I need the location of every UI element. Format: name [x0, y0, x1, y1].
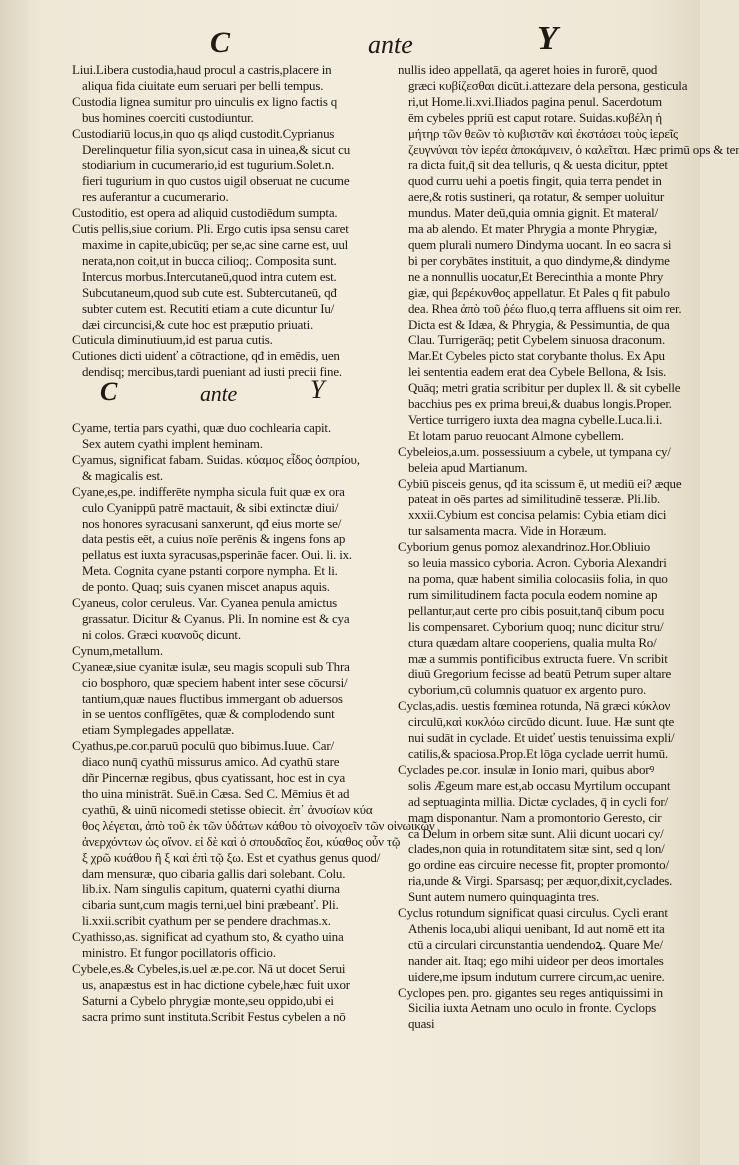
entry-line: circulū,καὶ κυκλόω circūdo dicunt. Iuue. Hæ sunt qte [408, 714, 675, 730]
entry-line: diaco nunq̄ cyathū missurus amico. Ad cyathū stare [82, 754, 340, 770]
entry-line: stodiarium in cucumerario,id est tugurium.Solet.n. [82, 157, 335, 173]
entry-line: cyathū, & uinū nicomedi stetisse obiecit. ἐπ᾽ ἀνυσίων κύα [82, 801, 373, 817]
entry-line: Sicilia iuxta Aetnam uno oculo in fronte. Cyclops [408, 1000, 656, 1016]
dictionary-entry [398, 444, 690, 476]
dictionary-entry [72, 62, 390, 94]
entry-line: Cybeleios,a.um. possessiuum a cybele, ut tympana cy/ [398, 443, 671, 459]
entry-line: dæi circuncisi,& cute hoc est præputio priuati. [82, 316, 314, 332]
entry-line: mam disponantur. Nam a promontorio Geresto, cir [408, 809, 662, 825]
dictionary-entry [398, 62, 739, 444]
entry-line: us, anapæstus est in hac dictione cybele,hæc fuit uxor [82, 976, 350, 992]
entry-line: Cutis pellis,siue corium. Pli. Ergo cutis ipsa sensu caret [72, 221, 349, 237]
entry-line: Cyclus rotundum significat quasi circulus. Cycli erant [398, 905, 668, 921]
dictionary-entry [72, 126, 390, 206]
entry-line: Cybiū pisceis genus, qđ ita scissum ē, ut mediū ei? æque [398, 475, 682, 491]
dictionary-entry [398, 985, 690, 1033]
entry-line: nander ait. Itaq; ego mihi uideor per deos imortales [408, 952, 664, 968]
entry-line: so leuia massico cyboria. Acron. Cyboria Alexandri [408, 555, 667, 571]
dictionary-entry [72, 221, 390, 332]
entry-line: tantium,quæ naues fluctibus immergant ob aduersos [82, 690, 343, 706]
entry-line: pateat in oēs partes ad similitudinē tesseræ. Pli.lib. [408, 491, 661, 507]
entry-line: Cyathisso,as. significat ad cyathum sto, & cyatho uina [72, 929, 344, 945]
entry-line: beleia apud Martianum. [408, 459, 528, 475]
dictionary-entry [72, 738, 435, 929]
entry-line: pellatus est iuxta syracusas,psperināe facer. Oui. li. ix. [82, 547, 352, 563]
entry-line: ξ χρῶ κυάθου ἢ ξ καὶ ἐπὶ τῷ ξω. Est et cyathus genus quod/ [82, 849, 381, 865]
right-column [398, 62, 739, 1032]
entry-line: Sunt autem numero quinquaginta tres. [408, 889, 600, 905]
entry-line: mæ a summis pontificibus extructa fuere. Vn scribit [408, 650, 668, 666]
entry-line: culo Cyanippū patrē mactauit, & sibi extinctæ diui/ [82, 499, 339, 515]
entry-line: xxxii.Cybium est concisa pelamis: Cybia etiam dici [408, 507, 667, 523]
entry-line: θος λέγεται, ἀπὸ τοῦ ἐκ τῶν ὑδάτων κάθου τὸ οἰνοχοεῖν τῶν οἰνωικῶν [82, 817, 435, 833]
entry-line: aere,& rotis sustineri, qa rotatur, & semper uoluitur [408, 189, 665, 205]
dictionary-entry [72, 659, 390, 739]
entry-line: catilis,& spaciosa.Prop.Et lōga cyclade uerrit humū. [408, 745, 668, 761]
entry-line: tur salsamenta macra. Vide in Horæum. [408, 523, 607, 539]
entry-line: tho uina ministrāt. Suē.in Cæsa. Sed C. Mēmius ēt ad [82, 785, 350, 801]
dictionary-entry [398, 476, 690, 540]
dictionary-entry [72, 332, 390, 348]
entry-line: de ponto. Quaq; suis cyanen miscet anapus aquis. [82, 579, 330, 595]
entry-line: Custoditio, est opera ad aliquid custodiēdum sumpta. [72, 205, 338, 221]
entry-line: ne a nonnullis uocatur,Et Berecinthia a monte Phry [408, 268, 664, 284]
entry-line: ria,unde & Virgi. Sparsasq; per æquor,dixit,cyclades. [408, 873, 673, 889]
subhead-letter: Y [310, 375, 325, 405]
entry-line: Cyclopes pen. pro. gigantes seu reges antiquissimi in [398, 984, 663, 1000]
entry-line: nos honores syracusani sanxerunt, qđ eius morte se/ [82, 515, 342, 531]
subhead-initial: C [100, 377, 118, 407]
entry-line: mundus. Mater deū,quia omnia gignit. Et materal/ [408, 205, 658, 221]
subhead-word: ante [200, 381, 238, 407]
entry-line: dñr Pincernæ regibus, qbus cyatissant, hoc est in cya [82, 770, 346, 786]
entry-line: Dicta est & Idæa, & Phrygia, & Pessimuntia, de qua [408, 316, 670, 332]
entry-line: Liui.Libera custodia,haud procul a castris,placere in [72, 62, 332, 77]
entry-line: bacchius pes ex prima breui,& duabus longis.Proper. [408, 396, 672, 412]
entry-line: Quāq; metri gratia scribitur per duplex ll. & sit cybelle [408, 380, 681, 396]
running-head [0, 22, 700, 62]
entry-line: rum similitudinem facta pocula eodem nomine ap [408, 586, 658, 602]
entry-line: Custodiariū locus,in quo qs aliqd custodit.Cyprianus [72, 125, 335, 141]
entry-line: Cyathus,pe.cor.paruū poculū quo bibimus.Iuue. Car/ [72, 738, 334, 754]
entry-line: Derelinquetur filia syon,sicut casa in uinea,& sicut cu [82, 141, 351, 157]
entry-line: Cyclades pe.cor. insulæ in Ionio mari, quibus aborꝰ [398, 761, 655, 777]
entry-line: subter cutem est. Recutiti etiam a cute dicuntur Iu/ [82, 300, 335, 316]
entry-line: Cyaneus, color ceruleus. Var. Cyanea penula amictus [72, 595, 338, 611]
entry-line: ma ab alendo. Et mater Phrygia a monte Phrygiæ, [408, 221, 658, 237]
dictionary-entry [398, 905, 690, 985]
entry-line: nullis ideo appellatā, qa ageret hoies in furorē, quod [398, 62, 658, 77]
dictionary-entry [72, 94, 390, 126]
dictionary-entry [72, 929, 390, 961]
dictionary-entry [72, 643, 390, 659]
entry-line: ri,ut Home.li.xvi.Iliados pagina penul. Sacerdotum [408, 93, 662, 109]
entry-line: fieri tugurium in quo custos uigil obseruat ne cucume [82, 173, 350, 189]
entry-line: Saturni a Cybelo phrygiæ monte,seu oppido,ubi ei [82, 992, 334, 1008]
entry-line: Athenis loca,ubi aliqui uenibant, Id aut nomē ett ita [408, 920, 665, 936]
dictionary-entry [72, 205, 390, 221]
dictionary-entry [72, 420, 390, 452]
dictionary-entry [72, 484, 390, 595]
entry-line: lis compensaret. Cyborium quoq; nunc dicitur stru/ [408, 618, 664, 634]
entry-line: Cyame, tertia pars cyathi, quæ duo cochlearia capit. [72, 420, 331, 436]
entry-line: dam mensuræ, quo cibaria gallis dari solebant. Colu. [82, 865, 346, 881]
entry-line: cyborium,cū columnis quatuor ex argento puro. [408, 682, 647, 698]
dictionary-entry [72, 348, 390, 380]
entry-line: Cynum,metallum. [72, 642, 163, 658]
entry-line: ni colos. Græci κυανοῦς dicunt. [82, 626, 241, 642]
entry-line: nui sudāt in cyclade. Et uideť uestis tenuissima expli/ [408, 730, 675, 746]
entry-line: res auferantur a cucumerario. [82, 189, 229, 205]
entry-line: bi per corybātes instituit, a quo dindyme,& dindyme [408, 252, 670, 268]
entry-line: Cuticula diminutiuum,id est parua cutis. [72, 332, 273, 348]
dictionary-entry [398, 698, 690, 762]
entry-line: ministro. Et fungor pocillatoris officio. [82, 945, 276, 961]
entry-line: diuū Gregorium fecisse ad beatū Petrum super altare [408, 666, 672, 682]
entry-line: maxime in capite,ubicūq; per se,ac sine carne est, uul [82, 236, 349, 252]
entry-line: ctura quædam altare cooperiens, qualia multa Ro/ [408, 634, 657, 650]
dictionary-entry [72, 452, 390, 484]
entry-line: Clau. Turrigerāq; petit Cybelem sinuosa draconum. [408, 332, 666, 348]
entry-line: lib.ix. Nam singulis capitum, quaterni cyathi diurna [82, 881, 340, 897]
entry-line: li.xxii.scribit cyathum per se pendere drachmas.x. [82, 913, 331, 929]
entry-line: in se uentos conflīgētes, quæ & complodendo sunt [82, 706, 335, 722]
entry-line: etiam Symplegades appellatæ. [82, 722, 235, 738]
entry-line: dendisq; mercibus,tardi pueniant ad iusti precii fine. [82, 364, 342, 380]
entry-line: & magicalis est. [82, 467, 163, 483]
entry-line: Cyamus, significat fabam. Suidas. κύαμος εἶδος ὀσπρίου, [72, 451, 360, 467]
entry-line: Cyaneæ,siue cyanitæ isulæ, seu magis scopuli sub Thra [72, 658, 350, 674]
entry-line: quasi [408, 1016, 435, 1032]
entry-line: ēm cybeles ppriū est caput rotare. Suidas.κυβέλη ἡ [408, 109, 662, 125]
entry-line: cio bosphoro, quæ speciem habent inter sese cōcursi/ [82, 674, 348, 690]
entry-line: aliqua fida ciuitate eum seruari per belli tempus. [82, 77, 324, 93]
entry-line: giæ, qui βερέκυνθος appellatur. Et Pales q fit pabulo [408, 284, 670, 300]
entry-line: Vertice turrigero iuxta dea magna cybelle.Luca.li.i. [408, 411, 663, 427]
entry-line: clades,non quia in rotunditatem sitæ sint, sed q lon/ [408, 841, 665, 857]
dictionary-entry [72, 961, 390, 1025]
entry-line: Cyborium genus pomoz alexandrinoz.Hor.Obliuio [398, 539, 651, 555]
entry-line: Mar.Et Cybeles picto stat corybante tholus. Ex Apu [408, 348, 665, 364]
entry-line: Sex autem cyathi implent heminam. [82, 436, 263, 452]
entry-line: Cyclas,adis. uestis fœminea rotunda, Nā græci κύκλον [398, 698, 671, 714]
entry-line: græci κυβίζεσθαι dicūt.i.attezare dela persona, gesticula [408, 77, 688, 93]
left-column-top-entries [72, 62, 390, 380]
entry-line: lei sententia eadem erat dea Cybele Bellona, & Isis. [408, 364, 667, 380]
entry-line: uidere,me ipsum indutum currere circum,ac uenire. [408, 968, 665, 984]
entry-line: Et lotam paruo reuocant Almone cybellem. [408, 427, 624, 443]
entry-line: Cybele,es.& Cybeles,is.uel æ.pe.cor. Nā ut docet Serui [72, 960, 346, 976]
entry-line: ἀνερχόντων ὡς οἴνον. εἰ δὲ καὶ ὁ σπουδαῖος ἔοι, κύαθος οὖν τῷ [82, 833, 401, 849]
entry-line: quod curru uehi a poetis fingit, quia terra pendet in [408, 173, 662, 189]
entry-line: Intercus morbus.Intercutaneū,quod intra cutem est. [82, 268, 337, 284]
entry-line: ctū a circulari circunstantia uendendoꝝ. Quare Me/ [408, 936, 663, 952]
running-head-initial: C [210, 26, 231, 59]
entry-line: pellantur,aut certe pro cibis posuit,tanq̄ cibum pocu [408, 602, 665, 618]
entry-line: Meta. Cognita cyane pstanti corpore nympha. Et li. [82, 563, 338, 579]
running-head-word: ante [368, 30, 413, 59]
entry-line: ad septuaginta millia. Dictæ cyclades, q̄ in cycli for/ [408, 793, 668, 809]
dictionary-entry [398, 539, 690, 698]
entry-line: Subcutaneum,quod sub cute est. Subtercutaneū, qđ [82, 284, 337, 300]
running-head-letter: Y [537, 20, 558, 57]
entry-line: nerata,non coit,ut in bucca cilioq;. Composita sunt. [82, 252, 337, 268]
right-column-entries [398, 62, 739, 1032]
entry-line: ζευγνύναι τὸν ἱερέα ἀποκάμνειν, ὁ καλεῖται. Hæc primū ops & ter [408, 141, 739, 157]
entry-line: Custodia lignea sumitur pro uinculis ex ligno factis q [72, 93, 338, 109]
entry-line: bus homines coerciti custodiuntur. [82, 109, 254, 125]
entry-line: cibaria sunt,cum magis terni,uel bini præbeanť. Pli. [82, 897, 339, 913]
entry-line: ra dicta fuit,q̄ sit dea telluris, q & uesta dicitur, pptet [408, 157, 668, 173]
dictionary-entry [398, 762, 690, 905]
entry-line: sacra primo sunt instituta.Scribit Festus cybelen a nō [82, 1008, 346, 1024]
entry-line: go ordine eas circuire necesse fit, propter promonto/ [408, 857, 669, 873]
section-subhead [72, 375, 390, 416]
dictionary-entry [72, 595, 390, 643]
entry-line: Cutiones dicti uidenť a cōtractione, qđ in emēdis, uen [72, 348, 340, 364]
entry-line: quem plurali numero Dindyma uocant. In eo sacra si [408, 236, 672, 252]
entry-line: data pestis eēt, a cuius noīe perēnis & ingens fons ap [82, 531, 346, 547]
entry-line: na poma, quæ habent similia colocasiis folia, in quo [408, 571, 668, 586]
entry-line: grassatur. Dicitur & Cyanus. Pli. In nomine est & cya [82, 611, 350, 626]
entry-line: dea. Rhea ἀπὸ τοῦ ῥέω fluo,q terra affluens sit oim rer. [408, 300, 682, 316]
entry-line: solis Ægeum mare est,ab occasu Myrtilum occupant [408, 777, 671, 793]
entry-line: μήτηρ τῶν θεῶν τὸ κυβιστᾶν καὶ ἐκστάσει τοὺς ἱερεῖς [408, 125, 678, 141]
entry-line: Cyane,es,pe. indifferēte nympha sicula fuit quæ ex ora [72, 483, 345, 499]
entry-line: ca Delum in orbem sitæ sunt. Alii dicunt uocari cy/ [408, 825, 664, 841]
